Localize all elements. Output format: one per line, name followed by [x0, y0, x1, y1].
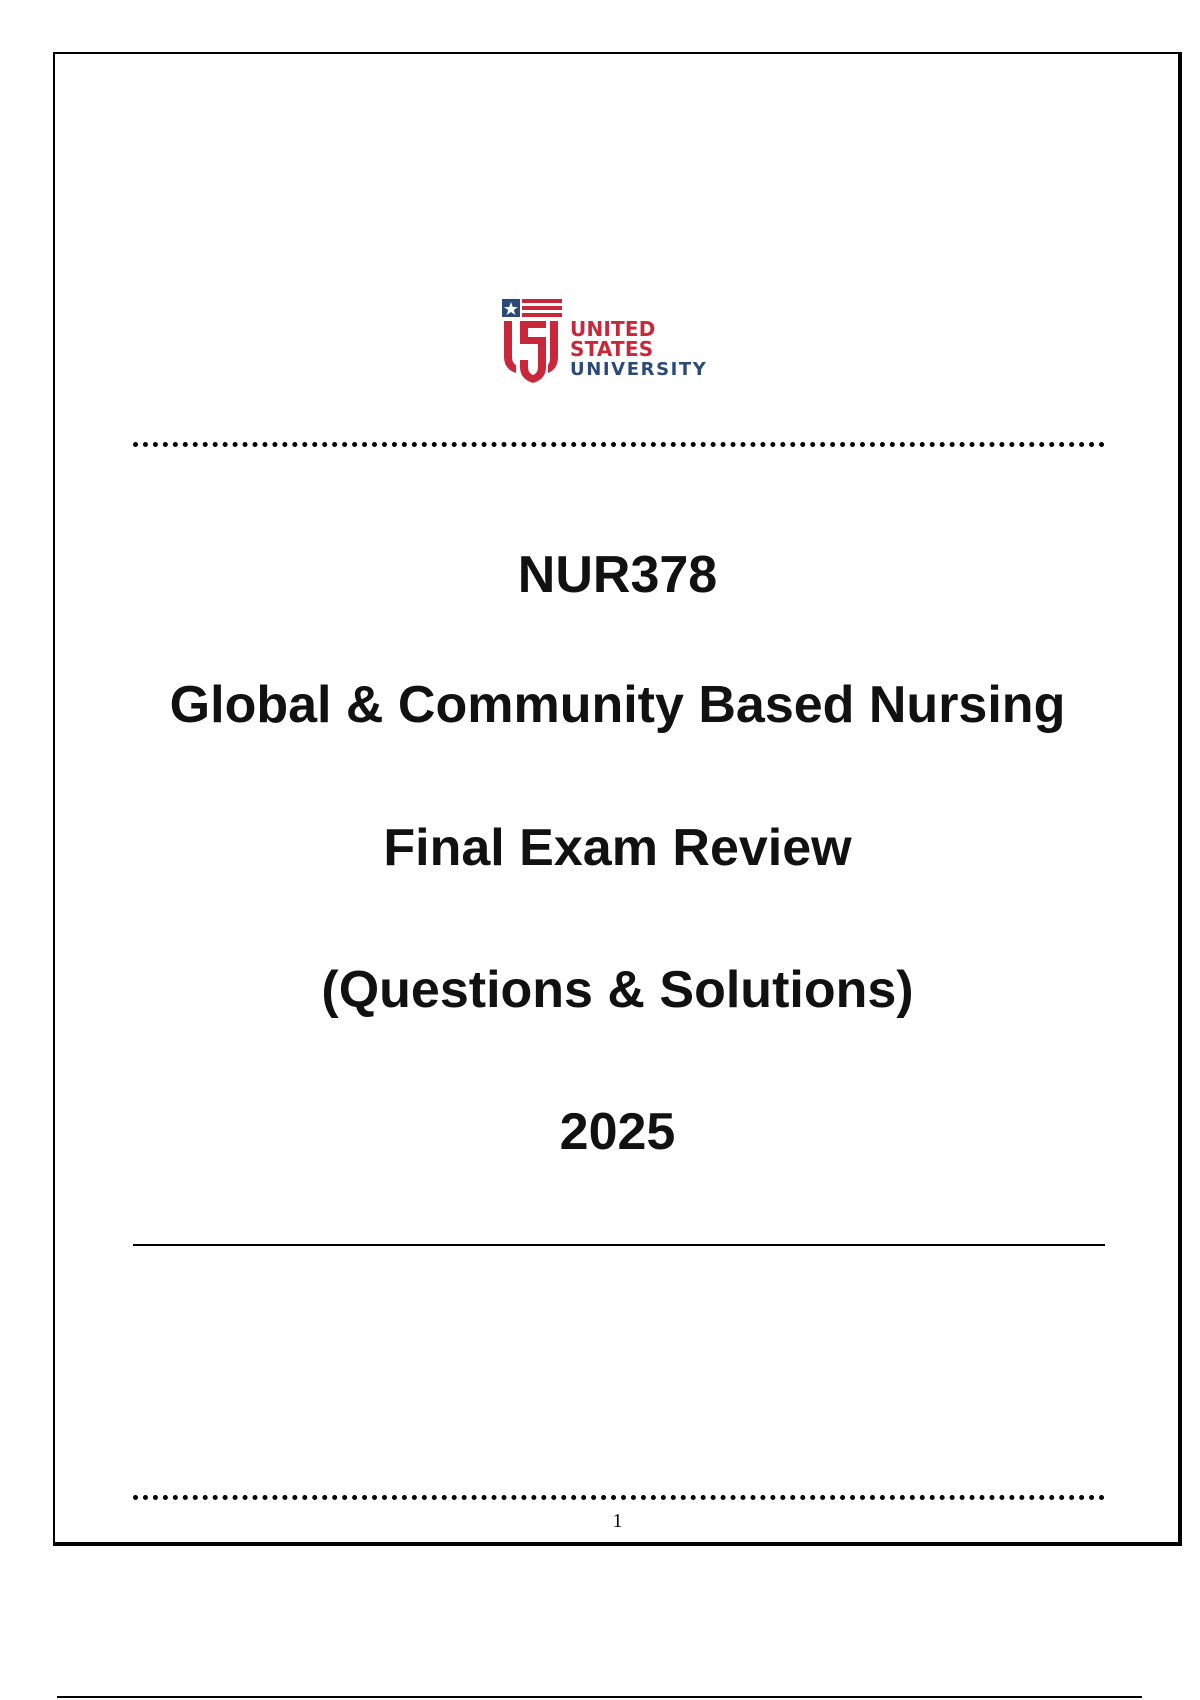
top-dotted-divider — [133, 442, 1105, 447]
course-code: NUR378 — [517, 546, 718, 604]
university-logo — [502, 297, 742, 383]
page-number: 1 — [612, 1510, 623, 1532]
solid-divider — [133, 1244, 1105, 1246]
logo-wordmark-line1: UNITED STATES — [570, 317, 656, 361]
document-year: 2025 — [559, 1103, 676, 1161]
course-name: Global & Community Based Nursing — [169, 676, 1066, 734]
document-type: Final Exam Review — [383, 819, 852, 877]
logo-wordmark-line2: UNIVERSITY — [570, 359, 708, 380]
document-subtitle: (Questions & Solutions) — [321, 961, 914, 1019]
bottom-dotted-divider — [133, 1495, 1105, 1500]
page-border — [53, 52, 1182, 1546]
bottom-edge-line — [57, 1696, 1142, 1698]
usu-shield-icon — [502, 297, 564, 383]
